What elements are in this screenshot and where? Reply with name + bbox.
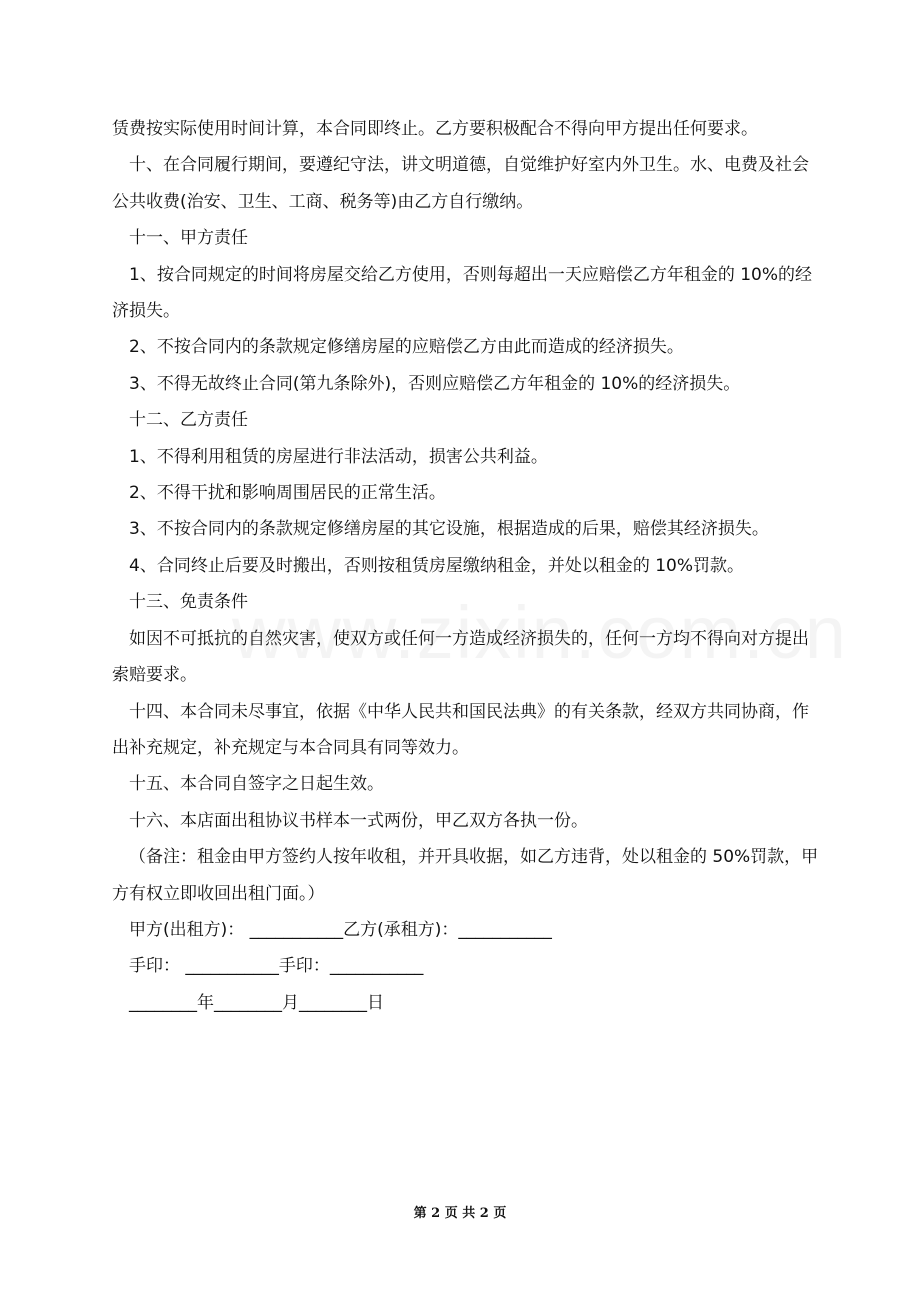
page-footer: 第 2 页 共 2 页 [413,1206,507,1221]
signature-line-parties: 甲方(出租方)： ___________乙方(承租方)：___________ [129,919,552,940]
section-heading: 十三、免责条件 [129,592,248,613]
paragraph: 十五、本合同自签字之日起生效。 [129,774,384,795]
signature-line-date: ________年________月________日 [129,992,384,1013]
remark-paragraph: （备注：租金由甲方签约人按年收租，并开具收据，如乙方违背，处以租金的 50%罚款，甲方有权立即收回出租门面。） [112,847,819,904]
paragraph: 十四、本合同未尽事宜，依据《中华人民共和国民法典》的有关条款，经双方共同协商，作出补充规定，补充规定与本合同具有同等效力。 [112,701,809,758]
paragraph: 十、在合同履行期间，要遵纪守法，讲文明道德，自觉维护好室内外卫生。水、电费及社会公共收费(治安、卫生、工商、税务等)由乙方自行缴纳。 [112,155,809,212]
paragraph: 十六、本店面出租协议书样本一式两份，甲乙双方各执一份。 [129,810,588,831]
paragraph: 1、按合同规定的时间将房屋交给乙方使用，否则每超出一天应赔偿乙方年租金的 10%的经济损失。 [112,264,813,322]
paragraph: 3、不得无故终止合同(第九条除外)，否则应赔偿乙方年租金的 10%的经济损失。 [129,373,741,394]
paragraph: 1、不得利用租赁的房屋进行非法活动，损害公共利益。 [129,446,548,467]
section-heading: 十二、乙方责任 [129,410,248,431]
contract-body [112,111,824,1021]
paragraph: 如因不可抵抗的自然灾害，使双方或任何一方造成经济损失的，任何一方均不得向对方提出索赔要求。 [112,628,809,686]
paragraph: 3、不按合同内的条款规定修缮房屋的其它设施，根据造成的后果，赔偿其经济损失。 [129,519,769,540]
section-heading: 十一、甲方责任 [129,228,248,249]
paragraph: 赁费按实际使用时间计算，本合同即终止。乙方要积极配合不得向甲方提出任何要求。 [112,119,758,139]
signature-line-fingerprints: 手印： ___________手印：___________ [129,956,424,977]
paragraph: 4、合同终止后要及时搬出，否则按租赁房屋缴纳租金，并处以租金的 10%罚款。 [129,555,745,576]
paragraph: 2、不得干扰和影响周围居民的正常生活。 [129,483,446,504]
paragraph: 2、不按合同内的条款规定修缮房屋的应赔偿乙方由此而造成的经济损失。 [129,337,684,358]
